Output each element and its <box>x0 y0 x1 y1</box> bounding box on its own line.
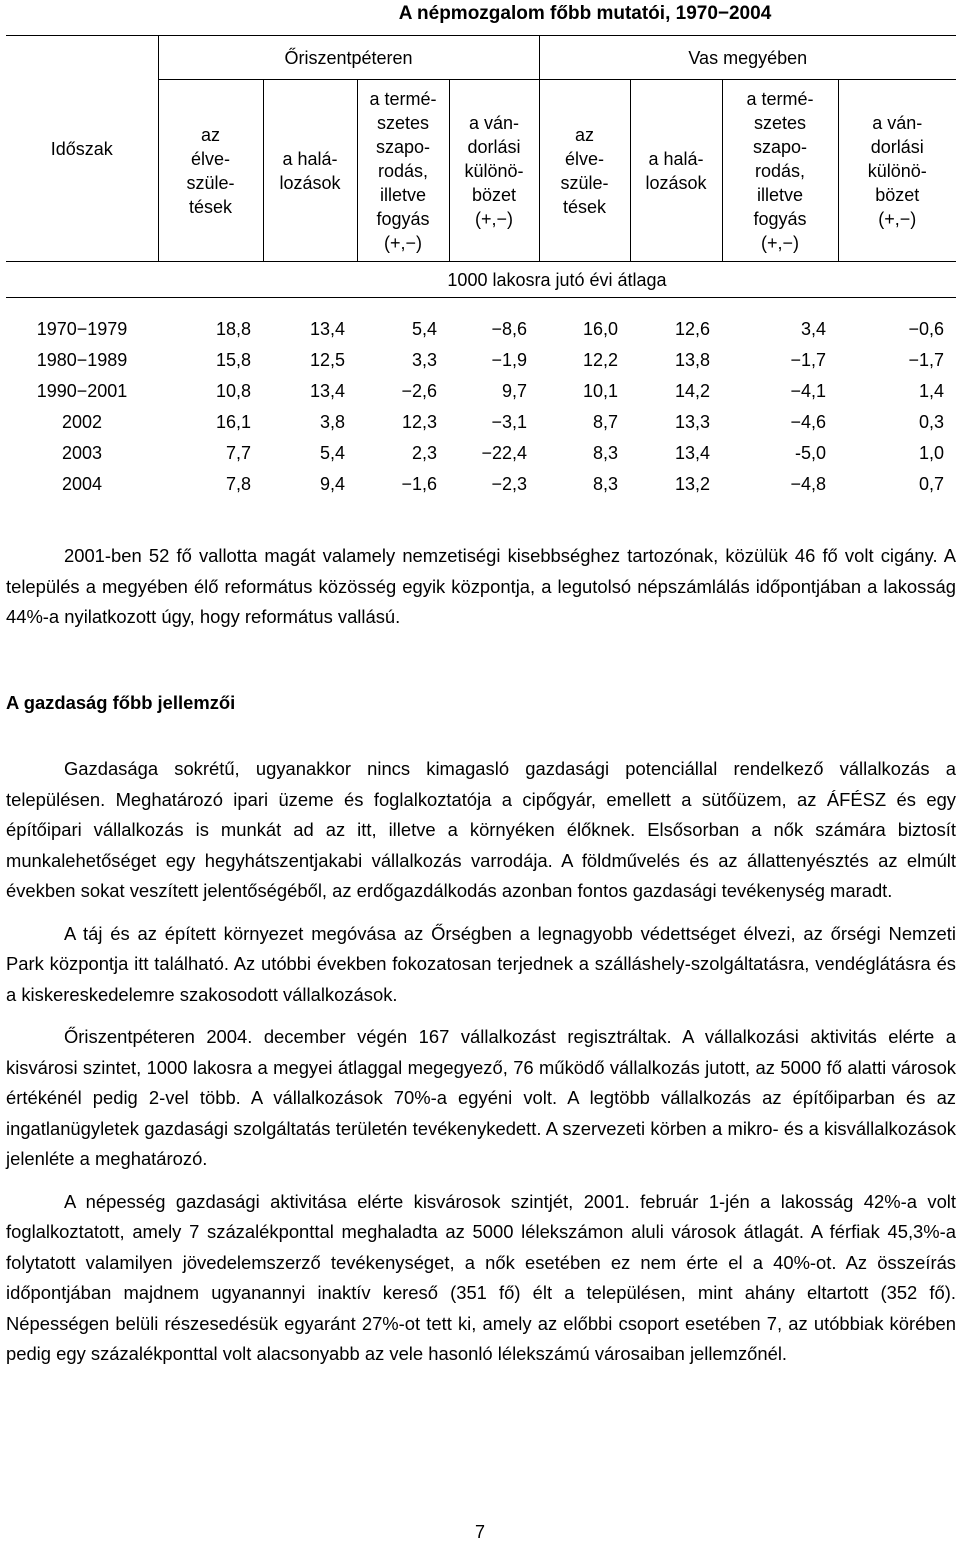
table-row <box>6 345 956 376</box>
cell-value: −1,7 <box>908 350 945 370</box>
cell-value: 10,1 <box>582 381 619 401</box>
row-period: 2004 <box>61 474 103 494</box>
cell-value: −2,3 <box>491 474 528 494</box>
body-paragraph: A népesség gazdasági aktivitása elérte kisvárosok szintjét, 2001. február 1-jén a lakosság 42%-a volt foglalkoztatott, amely 7 százalékponttal meghaladta az 5000 lélekszámon aluli városok átlagát. A férfiak 45,3%-a folytatott valamilyen jövedelemszerző tevékenységet, a nők esetében ez nem érte el a 40%-ot. Az összeírás időpontjában majdnem ugyanannyi inaktív kereső (351 fő) élt a településen, mint ahány eltartott (352 fő). Népességen belüli részesedésük egyaránt 27%-ot tett ki, amely az előbbi csoport esetében 7, az utóbbiak körében pedig egy százalékponttal volt alacsonyabb az vele hasonló lélekszámú városaiban jellemzőnél. <box>6 1190 956 1364</box>
cell-value: −22,4 <box>481 443 528 463</box>
cell-value: −0,6 <box>908 319 945 339</box>
cell-value: 18,8 <box>215 319 251 339</box>
cell-value: −4,6 <box>790 412 827 432</box>
cell-value: −3,1 <box>491 412 528 432</box>
cell-value: 3,3 <box>411 350 437 370</box>
cell-value: 3,4 <box>800 319 827 339</box>
row-period: 1990−2001 <box>36 381 128 401</box>
cell-value: 1,4 <box>918 381 945 401</box>
table-row <box>6 469 956 500</box>
cell-value: −1,7 <box>790 350 827 370</box>
header-county-births: az élve- szüle- tések <box>539 80 630 262</box>
intro-paragraph: 2001-ben 52 fő vallotta magát valamely nemzetiségi kisebbséghez tartozónak, közülük 46 fő volt cigány. A település a megyében élő református közösség egyik központja, a legutolsó népszámlálás időpontjában a lakosság 44%-a nyilatkozott úgy, hogy református vallású. <box>6 545 956 627</box>
section-heading: A gazdaság főbb jellemzői <box>6 692 236 713</box>
table-caption: A népmozgalom főbb mutatói, 1970−2004 <box>398 3 772 24</box>
row-period: 1970−1979 <box>36 319 128 339</box>
cell-value: 8,3 <box>592 474 619 494</box>
cell-value: 12,3 <box>401 412 437 432</box>
cell-value: 5,4 <box>319 443 345 463</box>
header-group-local: Őriszentpéteren <box>158 36 539 80</box>
cell-value: 16,0 <box>582 319 619 339</box>
row-period: 2003 <box>61 443 103 463</box>
cell-value: 13,2 <box>674 474 711 494</box>
cell-value: 12,2 <box>582 350 619 370</box>
cell-value: 15,8 <box>215 350 251 370</box>
body-paragraph: A táj és az épített környezet megóvása az Őrségben a legnagyobb védettséget élvezi, az őrségi Nemzeti Park központja itt található. Az utóbbi években fokozatosan terjednek a szálláshely-szolgáltatásra, vendéglátásra és a kiskereskedelemre szakosodott vállalkozások. <box>6 922 956 1005</box>
cell-value: 0,7 <box>918 474 945 494</box>
cell-value: 13,8 <box>674 350 711 370</box>
header-county-deaths: a halá- lozások <box>630 80 722 262</box>
population-movement-table <box>6 35 956 500</box>
row-period: 2002 <box>61 412 103 432</box>
cell-value: 14,2 <box>674 381 711 401</box>
page-number: 7 <box>474 1522 485 1542</box>
header-period: Időszak <box>6 36 158 262</box>
cell-value: −4,8 <box>790 474 827 494</box>
cell-value: −8,6 <box>491 319 528 339</box>
cell-value: −2,6 <box>401 381 437 401</box>
cell-value: 13,4 <box>674 443 711 463</box>
table-row <box>6 438 956 469</box>
intro-section <box>6 541 956 633</box>
cell-value: -5,0 <box>794 443 827 463</box>
header-group-county: Vas megyében <box>539 36 956 80</box>
table-row <box>6 407 956 438</box>
cell-value: 13,4 <box>309 319 345 339</box>
cell-value: 3,8 <box>319 412 345 432</box>
cell-value: 7,8 <box>225 474 251 494</box>
header-local-migration: a ván- dorlási különö- bözet (+,−) <box>449 80 539 262</box>
cell-value: 0,3 <box>918 412 945 432</box>
cell-value: −1,9 <box>491 350 528 370</box>
header-county-migration: a ván- dorlási különö- bözet (+,−) <box>838 80 956 262</box>
header-local-deaths: a halá- lozások <box>263 80 357 262</box>
cell-value: 5,4 <box>411 319 437 339</box>
cell-value: −4,1 <box>790 381 827 401</box>
header-local-births: az élve- szüle- tések <box>158 80 263 262</box>
cell-value: 12,6 <box>674 319 711 339</box>
cell-value: 10,8 <box>215 381 251 401</box>
header-unit: 1000 lakosra jutó évi átlaga <box>158 262 956 298</box>
cell-value: 8,3 <box>592 443 619 463</box>
body-paragraph: Gazdasága sokrétű, ugyanakkor nincs kimagasló gazdasági potenciállal rendelkező vállalkozás a településen. Meghatározó ipari üzeme és foglalkoztatója a cipőgyár, emellett a sütőüzem, az ÁFÉSZ és egy építőipari vállalkozás is munkát ad az itt, illetve a környéken élőknek. Elsősorban a nők számára biztosít munkalehetőséget egy hegyhátszentjakabi vállalkozás varrodája. A földművelés és az állattenyésztés az elmúlt években sokat veszített jelentőségéből, az erdőgazdálkodás azonban fontos gazdasági tevékenység maradt. <box>6 758 956 901</box>
cell-value: 9,7 <box>501 381 528 401</box>
cell-value: 2,3 <box>411 443 437 463</box>
cell-value: 7,7 <box>225 443 251 463</box>
cell-value: −1,6 <box>401 474 437 494</box>
cell-value: 13,4 <box>309 381 345 401</box>
header-county-natural-change: a termé- szetes szapo- rodás, illetve fogyás (+,−) <box>722 80 838 262</box>
cell-value: 8,7 <box>592 412 619 432</box>
row-period: 1980−1989 <box>36 350 128 370</box>
economy-section <box>6 754 956 1370</box>
cell-value: 13,3 <box>674 412 711 432</box>
cell-value: 16,1 <box>215 412 251 432</box>
table-row <box>6 298 956 346</box>
cell-value: 9,4 <box>319 474 345 494</box>
cell-value: 12,5 <box>309 350 345 370</box>
cell-value: 1,0 <box>918 443 945 463</box>
table-row <box>6 376 956 407</box>
header-local-natural-change: a termé- szetes szapo- rodás, illetve fogyás (+,−) <box>357 80 449 262</box>
body-paragraph: Őriszentpéteren 2004. december végén 167 vállalkozást regisztráltak. A vállalkozási aktivitás elérte a kisvárosi szintet, 1000 lakosra a megyei átlaggal megegyező, 76 működő vállalkozás jutott, az 5000 fő alatti városok értékénél pedig 2-vel több. A vállalkozások 70%-a egyéni volt. A legtöbb vállalkozás az építőiparban és az ingatlanügyletek gazdasági szolgáltatás területén tevékenykedett. A szervezeti körben a mikro- és a kisvállalkozások jelenléte a meghatározó. <box>6 1026 956 1169</box>
